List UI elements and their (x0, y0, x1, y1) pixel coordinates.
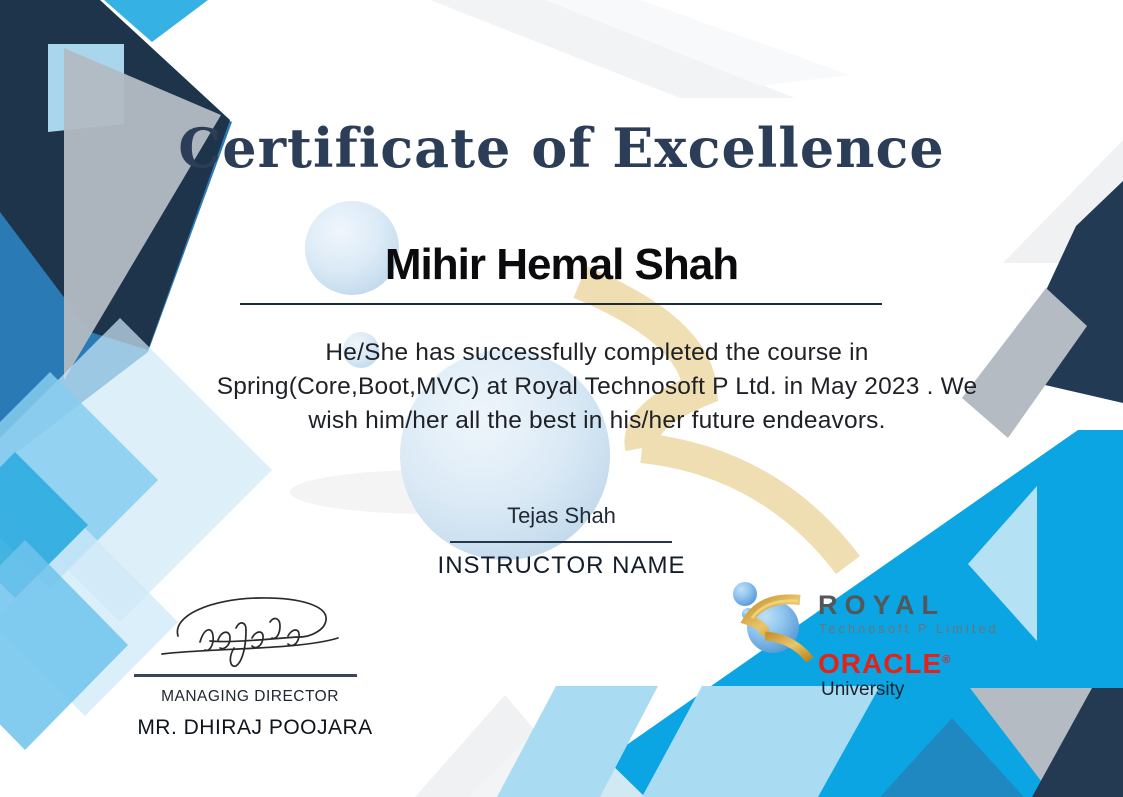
instructor-underline (450, 541, 672, 543)
certificate-body-text: He/She has successfully completed the course in Spring(Core,Boot,MVC) at Royal Technosoft P Ltd. in May 2023 . We wish him/her all the best in his/her future endeavors. (216, 339, 978, 434)
royal-logo-tagline: Technosoft P Limited (819, 622, 999, 636)
certificate-title: Certificate of Excellence (178, 116, 945, 180)
director-underline (134, 674, 357, 677)
signature-image (120, 588, 380, 668)
oracle-logo-wordmark (818, 648, 951, 680)
royal-logo-icon (718, 572, 833, 667)
recipient-underline (240, 303, 882, 305)
instructor-role-label: INSTRUCTOR NAME (437, 552, 686, 579)
director-role-label: MANAGING DIRECTOR (161, 688, 339, 705)
director-name: MR. DHIRAJ POOJARA (137, 716, 373, 739)
registered-trademark-icon: ® (942, 654, 952, 666)
royal-logo-wordmark: ROYAL (818, 590, 946, 620)
instructor-name: Tejas Shah (507, 503, 616, 528)
oracle-university-label: University (821, 679, 905, 700)
recipient-name: Mihir Hemal Shah (384, 240, 739, 289)
oracle-logo-text: ORACLE (818, 648, 943, 679)
